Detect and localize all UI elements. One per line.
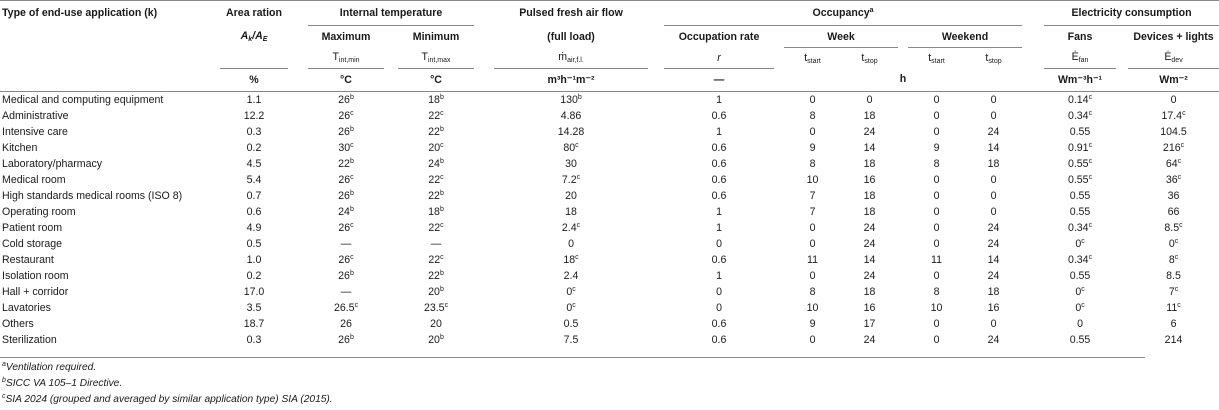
- cell-devices: 11$^c$: [1166, 301, 1181, 314]
- cell-weekend-start: 0: [933, 93, 940, 106]
- cell-week-stop: 24: [863, 269, 876, 282]
- cell-week-stop: 17: [863, 317, 876, 330]
- cell-area: 5.4: [246, 173, 262, 186]
- cell-week-start: 10: [806, 173, 819, 186]
- table-body: [0, 91, 1219, 348]
- cell-occupation-rate: 1: [716, 125, 722, 138]
- cell-weekend-start: 0: [933, 237, 940, 250]
- cell-week-start: 9: [809, 317, 816, 330]
- header-devices: Devices + lights: [1133, 30, 1214, 43]
- cell-air-flow: 2.4$^c$: [561, 221, 581, 234]
- cell-application: Patient room: [2, 221, 63, 234]
- cell-temp-max: 26$^b$: [338, 333, 354, 346]
- cell-weekend-stop: 0: [990, 93, 997, 106]
- cell-fans: 0$^c$: [1075, 237, 1085, 250]
- header-air-flow-sub: (full load): [547, 30, 595, 43]
- cell-air-flow: 30: [565, 157, 577, 170]
- cell-week-stop: 18: [863, 189, 876, 202]
- header-internal-temperature: Internal temperature: [308, 1, 474, 26]
- header-area: Area ration: [226, 7, 282, 20]
- header-occupancy-sup: a: [869, 7, 874, 14]
- cell-week-start: 0: [809, 269, 816, 282]
- cell-week-start: 8: [809, 157, 816, 170]
- symbol-week-t-start: $t_{start}$: [804, 51, 821, 65]
- table-row: [0, 108, 1219, 124]
- cell-week-start: 10: [806, 301, 819, 314]
- cell-week-start: 9: [809, 141, 816, 154]
- cell-occupation-rate: 0.6: [711, 109, 727, 122]
- table-row: [0, 91, 1219, 108]
- cell-weekend-start: 0: [933, 173, 940, 186]
- cell-devices: 8.5: [1166, 269, 1181, 282]
- cell-occupation-rate: 0.6: [711, 253, 727, 266]
- cell-fans: 0.91$^c$: [1067, 141, 1093, 154]
- cell-week-start: 7: [809, 189, 816, 202]
- cell-fans: 0.34$^c$: [1067, 109, 1093, 122]
- cell-application: High standards medical rooms (ISO 8): [2, 189, 183, 202]
- cell-week-stop: 24: [863, 237, 876, 250]
- cell-air-flow: 80$^c$: [563, 141, 579, 154]
- cell-fans: 0.34$^c$: [1067, 221, 1093, 234]
- symbol-t-int-max: $T_{int,max}$: [398, 48, 474, 69]
- footnote-a: $^a$Ventilation required.: [2, 361, 97, 373]
- cell-temp-min: 20$^b$: [428, 333, 444, 346]
- header-electricity: Electricity consumption: [1044, 1, 1219, 26]
- cell-application: Medical and computing equipment: [2, 93, 164, 106]
- cell-week-stop: 18: [863, 157, 876, 170]
- cell-fans: 0: [1077, 317, 1083, 330]
- cell-temp-max: 26.5$^c$: [333, 301, 359, 314]
- cell-temp-max: 26$^c$: [338, 173, 354, 186]
- cell-weekend-stop: 0: [990, 173, 997, 186]
- cell-week-start: 11: [807, 253, 819, 266]
- cell-weekend-start: 0: [933, 109, 940, 122]
- cell-fans: 0$^c$: [1075, 301, 1085, 314]
- cell-air-flow: 7.5: [563, 333, 579, 346]
- cell-fans: 0$^c$: [1075, 285, 1085, 298]
- cell-occupation-rate: 0.6: [711, 317, 727, 330]
- cell-weekend-stop: 0: [990, 205, 997, 218]
- cell-temp-min: 24$^b$: [428, 157, 444, 170]
- cell-devices: 8$^c$: [1168, 253, 1179, 266]
- cell-application: Kitchen: [2, 141, 38, 154]
- cell-weekend-stop: 16: [987, 301, 1000, 314]
- table-row: [0, 300, 1219, 316]
- cell-week-stop: 14: [863, 141, 876, 154]
- cell-devices: 36$^c$: [1165, 173, 1182, 186]
- cell-temp-min: 22$^c$: [428, 221, 444, 234]
- cell-temp-min: 20$^c$: [428, 141, 444, 154]
- cell-weekend-start: 8: [933, 157, 940, 170]
- cell-area: 3.5: [246, 301, 262, 314]
- cell-devices: 6: [1170, 317, 1177, 330]
- cell-temp-min: 22$^b$: [428, 189, 444, 202]
- cell-devices: 0$^c$: [1168, 237, 1179, 250]
- cell-fans: 0.55$^c$: [1067, 173, 1093, 186]
- cell-fans: 0.14$^c$: [1067, 93, 1093, 106]
- cell-weekend-stop: 24: [987, 125, 1000, 138]
- symbol-week-t-stop: $t_{stop}$: [861, 51, 878, 65]
- cell-temp-min: —: [430, 237, 442, 250]
- cell-week-stop: 18: [863, 285, 876, 298]
- symbol-e-fan: $Ė_{fan}$: [1044, 48, 1116, 69]
- unit-hours: h: [784, 68, 1022, 91]
- cell-area: 0.2: [246, 269, 262, 282]
- unit-devices: Wm⁻²: [1128, 68, 1219, 91]
- cell-area: 0.3: [246, 125, 262, 138]
- cell-devices: 216$^c$: [1162, 141, 1185, 154]
- cell-application: Administrative: [2, 109, 69, 122]
- cell-week-stop: 16: [863, 301, 876, 314]
- cell-air-flow: 18: [565, 205, 577, 218]
- table-row: [0, 124, 1219, 140]
- cell-weekend-stop: 18: [987, 157, 1000, 170]
- symbol-weekend-t-start: $t_{start}$: [928, 51, 945, 65]
- cell-occupation-rate: 1: [716, 269, 722, 282]
- cell-air-flow: 0$^c$: [566, 301, 576, 314]
- header-temp-min: Minimum: [412, 30, 460, 43]
- symbol-m-air: ṁ$_{air,f.l.}$: [494, 48, 648, 69]
- unit-air: m³h⁻¹m⁻²: [494, 68, 648, 91]
- cell-weekend-stop: 24: [987, 237, 1000, 250]
- cell-air-flow: 18$^c$: [563, 253, 579, 266]
- cell-air-flow: 2.4: [563, 269, 579, 282]
- cell-weekend-start: 0: [933, 205, 940, 218]
- unit-temp-max: °C: [308, 68, 384, 91]
- cell-weekend-start: 0: [933, 317, 940, 330]
- table-row: [0, 332, 1219, 348]
- cell-air-flow: 0$^c$: [566, 285, 576, 298]
- header-area-formula: $A_k/A_E$: [240, 30, 268, 43]
- cell-week-start: 0: [809, 221, 816, 234]
- cell-fans: 0.55: [1069, 125, 1091, 138]
- cell-air-flow: 130$^b$: [560, 93, 582, 106]
- cell-application: Operating room: [2, 205, 76, 218]
- footnote-c: $^c$SIA 2024 (grouped and averaged by similar application type) SIA (2015).: [2, 393, 333, 405]
- cell-temp-max: 26$^c$: [338, 221, 354, 234]
- cell-week-stop: 24: [863, 221, 876, 234]
- cell-area: 12.2: [243, 109, 265, 122]
- cell-weekend-stop: 24: [987, 221, 1000, 234]
- cell-weekend-stop: 14: [987, 141, 1000, 154]
- table-row: [0, 220, 1219, 236]
- cell-occupation-rate: 1: [716, 221, 722, 234]
- cell-occupation-rate: 0.6: [711, 141, 727, 154]
- unit-rate: —: [664, 68, 774, 91]
- header-fans: Fans: [1067, 30, 1093, 43]
- cell-fans: 0.55$^c$: [1067, 157, 1093, 170]
- cell-weekend-stop: 0: [990, 109, 997, 122]
- cell-devices: 66: [1167, 205, 1180, 218]
- cell-air-flow: 20: [565, 189, 577, 202]
- cell-area: 0.5: [246, 237, 262, 250]
- symbol-weekend-t-stop: $t_{stop}$: [985, 51, 1002, 65]
- cell-week-stop: 16: [863, 173, 876, 186]
- cell-devices: 36: [1167, 189, 1180, 202]
- cell-weekend-start: 0: [933, 269, 940, 282]
- cell-week-start: 0: [809, 333, 816, 346]
- footnote-b: $^b$SICC VA 105–1 Directive.: [2, 377, 123, 389]
- cell-air-flow: 0.5: [563, 317, 579, 330]
- cell-week-start: 0: [809, 125, 816, 138]
- cell-occupation-rate: 0.6: [711, 333, 727, 346]
- cell-temp-max: 24$^b$: [338, 205, 354, 218]
- table-row: [0, 172, 1219, 188]
- cell-temp-min: 22$^b$: [428, 269, 444, 282]
- cell-temp-max: 22$^b$: [338, 157, 354, 170]
- cell-weekend-stop: 24: [987, 333, 1000, 346]
- cell-devices: 104.5: [1160, 125, 1187, 138]
- cell-devices: 17.4$^c$: [1161, 109, 1186, 122]
- cell-weekend-stop: 0: [990, 317, 997, 330]
- cell-devices: 0: [1170, 93, 1177, 106]
- cell-occupation-rate: 0.6: [711, 173, 727, 186]
- cell-temp-min: 22$^c$: [428, 173, 444, 186]
- cell-temp-max: 26$^b$: [338, 269, 354, 282]
- table-row: [0, 204, 1219, 220]
- header-occupancy: [664, 1, 1022, 26]
- cell-air-flow: 7.2$^c$: [561, 173, 581, 186]
- header-air-flow: Pulsed fresh air flow: [519, 7, 623, 20]
- cell-weekend-start: 0: [933, 189, 940, 202]
- cell-weekend-start: 10: [930, 301, 943, 314]
- header-weekend: Weekend: [908, 26, 1022, 48]
- cell-area: 17.0: [243, 285, 265, 298]
- cell-fans: 0.55: [1069, 269, 1091, 282]
- cell-occupation-rate: 1: [716, 205, 722, 218]
- unit-temp-min: °C: [398, 68, 474, 91]
- cell-temp-min: 22$^b$: [428, 125, 444, 138]
- cell-temp-max: 30$^c$: [338, 141, 354, 154]
- cell-weekend-start: 0: [933, 221, 940, 234]
- cell-week-start: 0: [809, 237, 816, 250]
- cell-fans: 0.55: [1069, 189, 1091, 202]
- cell-application: Hall + corridor: [2, 285, 69, 298]
- cell-devices: 214: [1164, 333, 1183, 346]
- cell-weekend-start: 0: [933, 125, 940, 138]
- cell-temp-min: 20: [430, 317, 442, 330]
- cell-weekend-stop: 0: [990, 189, 997, 202]
- table-row: [0, 316, 1219, 332]
- header-occupancy-label: Occupancy: [812, 7, 870, 19]
- symbol-e-dev: $Ė_{dev}$: [1128, 48, 1219, 69]
- symbol-r: r: [664, 48, 774, 69]
- cell-area: 4.9: [246, 221, 262, 234]
- table-row: [0, 284, 1219, 300]
- cell-weekend-stop: 18: [987, 285, 1000, 298]
- cell-temp-max: 26: [340, 317, 352, 330]
- cell-area: 4.5: [246, 157, 262, 170]
- cell-application: Laboratory/pharmacy: [2, 157, 103, 170]
- cell-temp-max: 26$^b$: [338, 93, 354, 106]
- cell-occupation-rate: 0: [716, 285, 722, 298]
- cell-week-stop: 14: [863, 253, 876, 266]
- cell-weekend-start: 8: [933, 285, 940, 298]
- cell-temp-min: 23.5$^c$: [423, 301, 449, 314]
- cell-application: Intensive care: [2, 125, 68, 138]
- table-row: [0, 252, 1219, 268]
- cell-weekend-start: 11: [931, 253, 943, 266]
- cell-application: Medical room: [2, 173, 66, 186]
- cell-temp-max: 26$^b$: [338, 125, 354, 138]
- cell-area: 0.2: [246, 141, 262, 154]
- cell-week-stop: 24: [863, 333, 876, 346]
- cell-occupation-rate: 1: [716, 93, 722, 106]
- cell-week-start: 8: [809, 109, 816, 122]
- symbol-t-int-min: $T_{int,min}$: [308, 48, 384, 69]
- cell-week-start: 8: [809, 285, 816, 298]
- table-row: [0, 156, 1219, 172]
- cell-occupation-rate: 0.6: [711, 189, 727, 202]
- cell-temp-max: —: [340, 285, 352, 298]
- cell-week-start: 0: [809, 93, 816, 106]
- cell-weekend-stop: 24: [987, 269, 1000, 282]
- unit-fans: Wm⁻³h⁻¹: [1044, 68, 1116, 91]
- cell-occupation-rate: 0: [716, 301, 722, 314]
- header-week: Week: [784, 26, 898, 48]
- cell-temp-max: —: [340, 237, 352, 250]
- header-temp-max: Maximum: [321, 30, 371, 43]
- cell-area: 18.7: [243, 317, 265, 330]
- cell-temp-max: 26$^c$: [338, 109, 354, 122]
- cell-air-flow: 0: [568, 237, 574, 250]
- cell-week-stop: 0: [866, 93, 873, 106]
- cell-devices: 64$^c$: [1165, 157, 1182, 170]
- cell-fans: 0.55: [1069, 333, 1091, 346]
- bottom-rule: [0, 357, 1145, 358]
- cell-temp-min: 20$^b$: [428, 285, 444, 298]
- cell-air-flow: 4.86: [560, 109, 582, 122]
- cell-fans: 0.55: [1069, 205, 1091, 218]
- cell-occupation-rate: 0.6: [711, 157, 727, 170]
- cell-air-flow: 14.28: [557, 125, 585, 138]
- cell-area: 0.7: [246, 189, 262, 202]
- cell-occupation-rate: 0: [716, 237, 722, 250]
- cell-week-stop: 24: [863, 125, 876, 138]
- table-row: [0, 268, 1219, 284]
- cell-application: Cold storage: [2, 237, 63, 250]
- cell-weekend-start: 9: [933, 141, 940, 154]
- cell-temp-min: 18$^b$: [428, 205, 444, 218]
- cell-area: 0.6: [246, 205, 262, 218]
- cell-devices: 8.5$^c$: [1164, 221, 1183, 234]
- table-row: [0, 236, 1219, 252]
- header-application: Type of end-use application (k): [2, 7, 158, 20]
- cell-area: 1.0: [246, 253, 262, 266]
- cell-application: Restaurant: [2, 253, 54, 266]
- table-row: [0, 188, 1219, 204]
- cell-application: Sterilization: [2, 333, 57, 346]
- cell-temp-min: 18$^b$: [428, 93, 444, 106]
- cell-weekend-stop: 14: [987, 253, 1000, 266]
- cell-temp-max: 26$^b$: [338, 189, 354, 202]
- header-occupation-rate: Occupation rate: [678, 30, 760, 43]
- cell-devices: 7$^c$: [1168, 285, 1179, 298]
- cell-week-start: 7: [809, 205, 816, 218]
- cell-temp-min: 22$^c$: [428, 109, 444, 122]
- cell-application: Others: [2, 317, 34, 330]
- cell-fans: 0.34$^c$: [1067, 253, 1093, 266]
- table-row: [0, 140, 1219, 156]
- cell-application: Lavatories: [2, 301, 51, 314]
- cell-temp-min: 22$^c$: [428, 253, 444, 266]
- cell-week-stop: 18: [863, 205, 876, 218]
- cell-area: 0.3: [246, 333, 262, 346]
- cell-week-stop: 18: [863, 109, 876, 122]
- cell-weekend-start: 0: [933, 333, 940, 346]
- cell-area: 1.1: [246, 93, 262, 106]
- cell-application: Isolation room: [2, 269, 69, 282]
- unit-area: %: [220, 68, 288, 91]
- cell-temp-max: 26$^c$: [338, 253, 354, 266]
